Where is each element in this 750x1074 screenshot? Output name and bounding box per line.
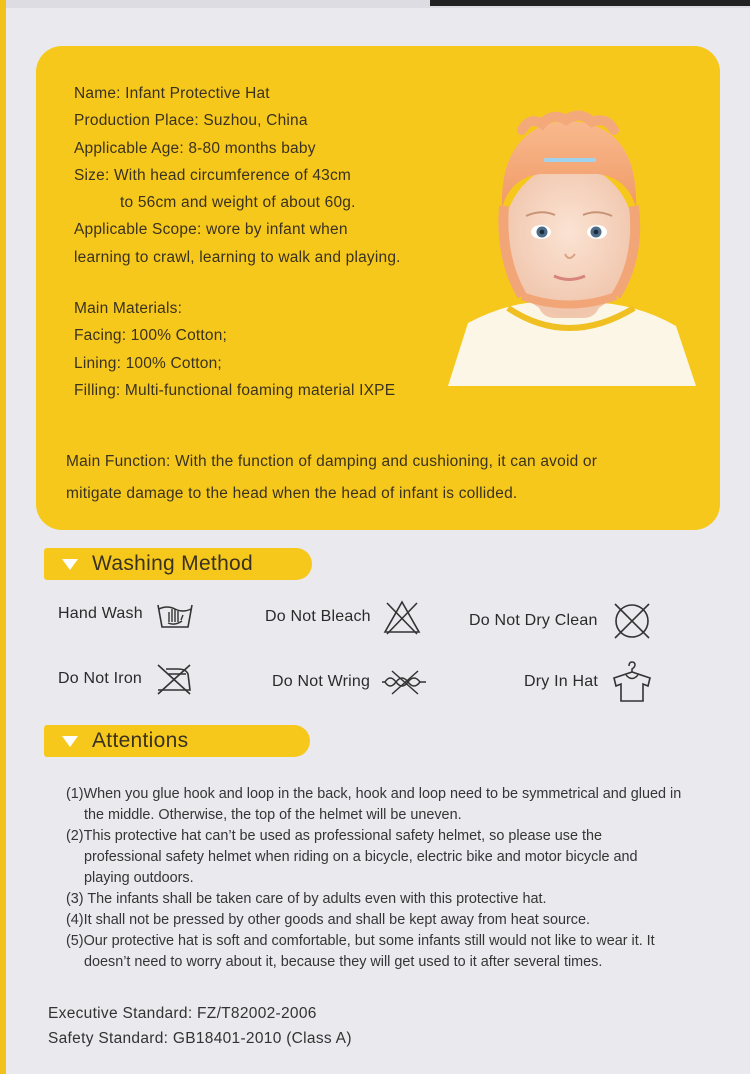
care-no-wring <box>272 668 428 696</box>
materials-lining: Lining: 100% Cotton; <box>74 354 222 372</box>
page-edge-left <box>0 0 6 1074</box>
standards-block <box>48 1001 352 1051</box>
info-applicable-age: Applicable Age: 8-80 months baby <box>74 139 316 157</box>
info-applicable-scope: Applicable Scope: wore by infant when <box>74 221 348 239</box>
care-label: Do Not Iron <box>58 670 143 687</box>
washing-method-title: Washing Method <box>92 552 254 575</box>
care-label: Dry In Hat <box>524 673 599 690</box>
main-function-text <box>66 446 597 510</box>
care-label: Hand Wash <box>58 605 143 622</box>
washing-method-banner <box>44 548 312 580</box>
care-label: Do Not Bleach <box>265 608 371 625</box>
info-size: Size: With head circumference of 43cm <box>74 166 352 184</box>
no-wring-icon <box>382 668 428 696</box>
attentions-title: Attentions <box>92 729 189 752</box>
executive-standard: Executive Standard: FZ/T82002-2006 <box>48 1005 317 1022</box>
attention-item-3: (3) The infants shall be taken care of by adults even with this protective hat. <box>66 891 547 907</box>
info-applicable-scope-cont: learning to crawl, learning to walk and playing. <box>74 248 401 266</box>
no-iron-icon <box>154 662 194 696</box>
hand-wash-icon <box>155 596 195 632</box>
attention-item-4: (4)It shall not be pressed by other goods and shall be kept away from heat source. <box>66 912 590 928</box>
materials-filling: Filling: Multi-functional foaming material IXPE <box>74 381 396 399</box>
attention-item-5: (5)Our protective hat is soft and comfortable, but some infants still would not like to wear it. It doesn’t need to worry about it, because they will get used to it after several times. <box>66 933 655 970</box>
main-function-line-1: Main Function: With the function of damping and cushioning, it can avoid or <box>66 453 598 470</box>
safety-standard: Safety Standard: GB18401-2010 (Class A) <box>48 1030 352 1047</box>
triangle-down-icon <box>62 736 78 747</box>
main-function-line-2: mitigate damage to the head when the head of infant is collided. <box>66 485 518 502</box>
care-label: Do Not Dry Clean <box>469 612 598 629</box>
no-dry-clean-icon <box>610 601 654 641</box>
info-size-cont: to 56cm and weight of about 60g. <box>120 194 356 212</box>
attentions-list <box>48 784 738 973</box>
care-hand-wash <box>58 596 195 632</box>
care-no-dry-clean <box>469 601 654 641</box>
care-no-bleach <box>265 599 421 635</box>
no-bleach-icon <box>383 599 421 635</box>
attention-item-1: (1)When you glue hook and loop in the back, hook and loop need to be symmetrical and glued in the middle. Otherwise, the top of the helmet will be uneven. <box>66 786 682 823</box>
materials-facing: Facing: 100% Cotton; <box>74 327 228 345</box>
info-name: Name: Infant Protective Hat <box>74 85 270 102</box>
dry-hang-icon <box>610 660 654 704</box>
triangle-down-icon <box>62 559 78 570</box>
care-no-iron <box>58 662 194 696</box>
care-label: Do Not Wring <box>272 673 371 690</box>
page-edge-corner <box>430 0 750 6</box>
materials-heading: Main Materials: <box>74 300 183 318</box>
info-production-place: Production Place: Suzhou, China <box>74 112 308 130</box>
product-info-text <box>74 80 401 404</box>
product-info-panel <box>36 46 720 530</box>
attentions-banner <box>44 725 310 757</box>
baby-helmet-photo <box>438 108 700 390</box>
care-dry-in-hat <box>524 660 654 704</box>
attention-item-2: (2)This protective hat can’t be used as professional safety helmet, so please use the professional safety helmet when riding on a bicycle, electric bike and motor bicycle and playing outdoors. <box>66 828 638 886</box>
